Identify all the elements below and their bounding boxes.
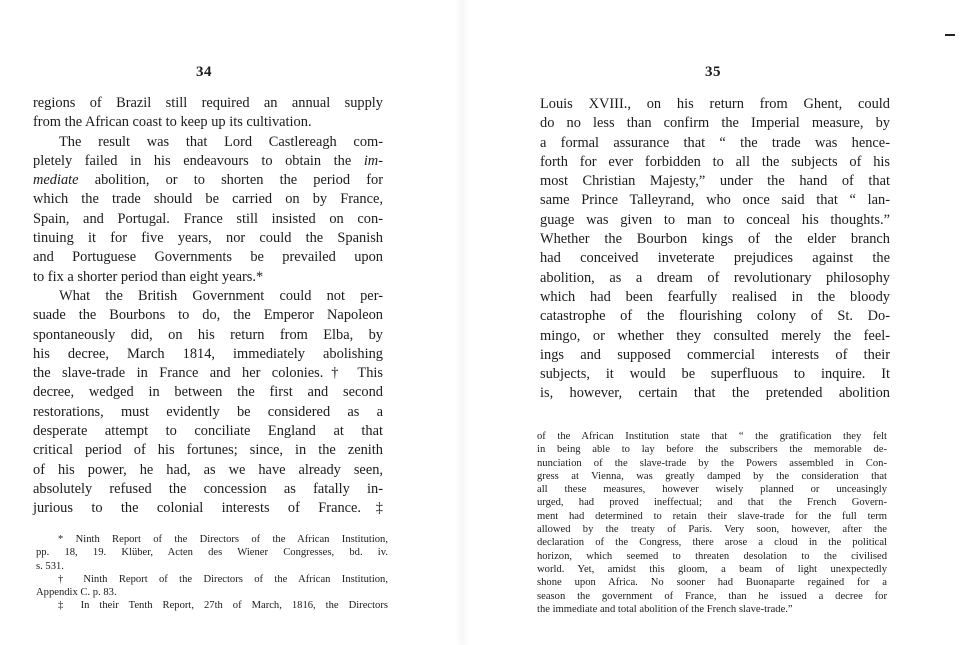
text-line: which the trade should be carried on by France,: [33, 191, 383, 208]
text-line: Whether the Bourbon kings of the elder branch: [540, 231, 890, 248]
footnote-line: world. Yet, amidst this gloom, a beam of light unexpectedly: [537, 563, 887, 575]
footnote-line: ‡ In their Tenth Report, 27th of March, 1816, the Directors: [58, 600, 388, 612]
text-line: suade the Bourbons to do, the Emperor Napoleon: [33, 307, 383, 324]
footnote-line: declaration of the Congress, there arose a cloud in the political: [537, 537, 887, 549]
text-line: restorations, must evidently be considered as a: [33, 403, 383, 420]
gutter-shadow: [455, 0, 469, 645]
right-page: [500, 0, 980, 645]
text-line: which had been fearfully realised in the bloody: [540, 288, 890, 305]
footnote-line: of the African Institution state that “ the gratification they felt: [537, 431, 887, 442]
text-line: of his power, he had, as we have already seen,: [33, 461, 383, 478]
text-line: mingo, or whether they consulted merely the feel-: [540, 327, 890, 344]
text-line: subjects, it would be superfluous to inquire. It: [540, 366, 890, 383]
footnote-line: horizon, which seemed to threaten desolation to the civilised: [537, 550, 887, 562]
text-line: guage was given to man to conceal his thoughts.”: [540, 211, 890, 228]
body-text: [540, 95, 890, 404]
text-line: abolition, as a dream of revolutionary philosophy: [540, 269, 890, 286]
footnote-line: all these measures, however wisely planned or unceasingly: [537, 484, 887, 496]
text-line: The result was that Lord Castlereagh com-: [59, 133, 383, 150]
left-page: [0, 0, 420, 645]
text-line: critical period of his fortunes; since, in the zenith: [33, 442, 383, 459]
text-line: Spain, and Portugal. France still insisted on con-: [33, 210, 383, 227]
footnote-line: † Ninth Report of the Directors of the African Institution,: [58, 573, 388, 585]
footnote-line: gress at Vienna, was greatly damped by the consideration that: [537, 470, 887, 482]
page-number: 34: [196, 64, 212, 80]
text-line: most Christian Majesty,” under the hand of that: [540, 173, 890, 190]
footnotes: [537, 430, 887, 616]
text-line: ings and supposed commercial interests of their: [540, 346, 890, 363]
text-line: pletely failed in his endeavours to obtain the im-: [33, 152, 383, 169]
text-line: forth for ever forbidden to all the subjects of his: [540, 153, 890, 170]
text-line: from the African coast to keep up its cultivation.: [33, 114, 312, 131]
text-line: mediate abolition, or to shorten the period for: [33, 172, 383, 189]
emphasis: mediate: [33, 172, 79, 189]
text-line: regions of Brazil still required an annual supply: [33, 95, 383, 111]
footnotes: [36, 533, 388, 613]
text-line: jurious to the colonial interests of France.‡: [33, 500, 383, 517]
footnote-line: the immediate and total abolition of the French slave-trade.”: [537, 603, 793, 615]
text-line: do no less than confirm the Imperial measure, by: [540, 115, 890, 132]
text-line: is, however, certain that the pretended abolition: [540, 385, 890, 402]
text-line: tinuing it for five years, nor could the Spanish: [33, 230, 383, 247]
footnote-line: pp. 18, 19. Klüber, Acten des Wiener Congresses, bd. iv.: [36, 547, 388, 559]
footnote-line: allowed by the treaty of Paris. Very soon, however, after the: [537, 524, 887, 536]
text-line: catastrophe of the flourishing colony of St. Do-: [540, 308, 890, 325]
footnote-line: shone upon Africa. No sooner had Buonaparte regained for a: [537, 577, 887, 589]
footnote-line: s. 531.: [36, 560, 64, 572]
footnote-line: urged, had proved ineffectual; and that the French Govern-: [537, 497, 887, 509]
text-line: What the British Government could not per-: [59, 287, 383, 304]
text-line: to fix a shorter period than eight years.*: [33, 268, 264, 285]
text-line: had conceived inveterate prejudices against the: [540, 250, 890, 267]
text-line: absolutely refused the concession as fatally in-: [33, 480, 383, 497]
footnote-line: season the government of France, than he issued a decree for: [537, 590, 887, 602]
text-line: the slave-trade in France and her colonies.† This: [33, 365, 383, 382]
footnote-line: ment had determined to retain their slave-trade for the full term: [537, 510, 887, 522]
footnote-line: Appendix C. p. 83.: [36, 587, 117, 599]
footnote-line: * Ninth Report of the Directors of the African Institution,: [58, 534, 388, 545]
page-number: 35: [705, 64, 721, 80]
text-line: same Prince Talleyrand, who once said that “ lan-: [540, 192, 890, 209]
body-text: [33, 94, 383, 519]
text-line: decree, wedged in between the first and second: [33, 384, 383, 401]
footnote-line: in being able to lay before the subscribers the memorable de-: [537, 444, 887, 456]
text-line: his decree, March 1814, immediately abolishing: [33, 345, 383, 362]
text-line: and Portuguese Governments be prevailed upon: [33, 249, 383, 266]
text-line: desperate attempt to conciliate England at that: [33, 423, 383, 440]
emphasis: im-: [363, 152, 383, 169]
footnote-line: nunciation of the slave-trade by the Powers assembled in Con-: [537, 457, 887, 469]
text-line: Louis XVIII., on his return from Ghent, could: [540, 96, 890, 112]
text-line: a formal assurance that “ the trade was hence-: [540, 134, 890, 151]
text-line: spontaneously did, on his return from Elba, by: [33, 326, 383, 343]
